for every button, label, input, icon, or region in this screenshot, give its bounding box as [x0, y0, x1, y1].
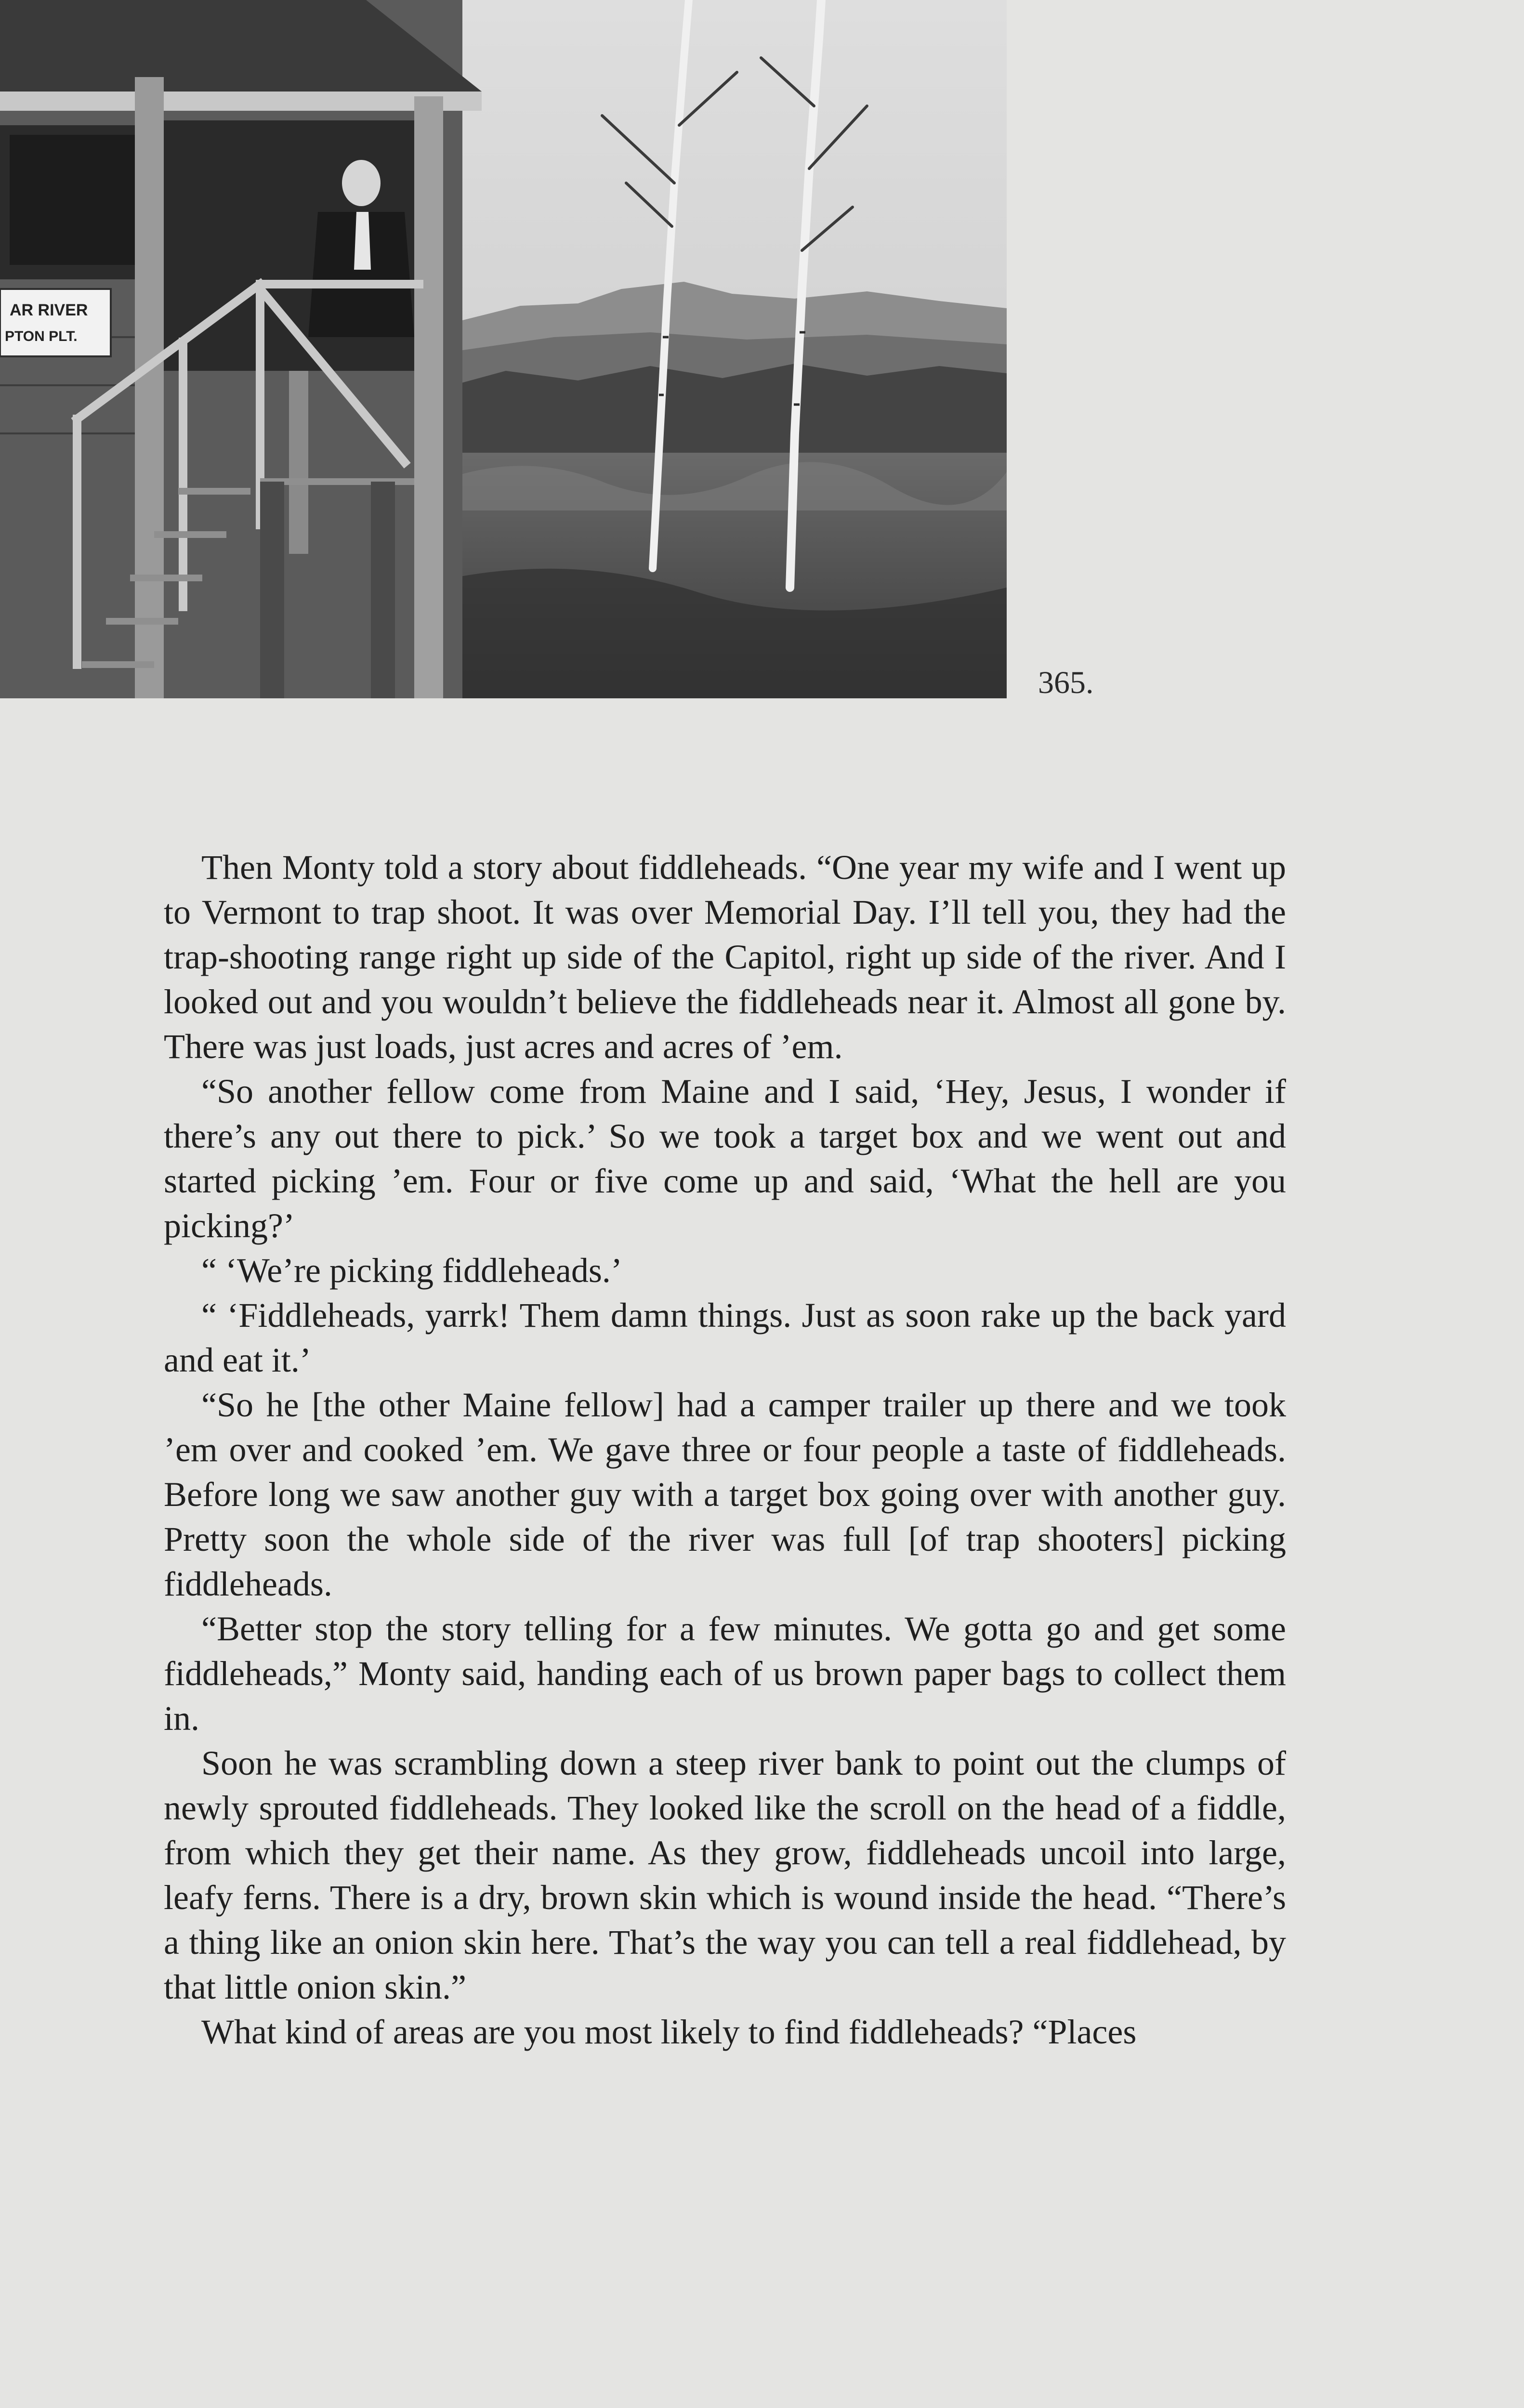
paragraph: “Better stop the story telling for a few minutes. We gotta go and get some fiddleheads,” Monty said, handing each of us brown paper bags to collect them in.	[164, 1610, 1286, 1738]
paragraph: “ ‘Fiddleheads, yarrk! Them damn things. Just as soon rake up the back yard and eat it.’	[164, 1296, 1286, 1379]
paragraph: Soon he was scrambling down a steep river bank to point out the clumps of newly sprouted fiddleheads. They looked like the scroll on the head of a fiddle, from which they get their name. As they grow, fiddleheads uncoil into large, leafy ferns. There is a dry, brown skin which is wound inside the head. “There’s a thing like an onion skin here. That’s the way you can tell a real fiddlehead, by that little onion skin.”	[164, 1744, 1286, 2006]
sign-text-line1: AR RIVER	[10, 301, 88, 319]
paragraph: “So he [the other Maine fellow] had a camper trailer up there and we took ’em over and cooked ’em. We gave three or four people a taste of fiddleheads. Before long we saw another guy with a target box going over with another guy. Pretty soon the whole side of the river was full [of trap shooters] picking fiddleheads.	[164, 1386, 1286, 1603]
body-text	[164, 845, 1286, 2055]
photo-number: 365.	[1038, 665, 1094, 700]
sign-text-line2: PTON PLT.	[5, 328, 78, 344]
paragraph: Then Monty told a story about fiddleheads. “One year my wife and I went up to Vermont to trap shoot. It was over Memorial Day. I’ll tell you, they had the trap-shooting range right up side of the Capitol, right up side of the river. And I looked out and you wouldn’t believe the fiddleheads near it. Almost all gone by. There was just loads, just acres and acres of ’em.	[164, 848, 1286, 1066]
photograph-fire-tower-cabin	[0, 0, 1007, 698]
paragraph: “So another fellow come from Maine and I said, ‘Hey, Jesus, I wonder if there’s any out there to pick.’ So we took a target box and we went out and started picking ’em. Four or five come up and said, ‘What the hell are you picking?’	[164, 1072, 1286, 1245]
paragraph: What kind of areas are you most likely to find fiddleheads? “Places	[201, 2013, 1137, 2051]
paragraph: “ ‘We’re picking fiddleheads.’	[201, 1251, 622, 1290]
